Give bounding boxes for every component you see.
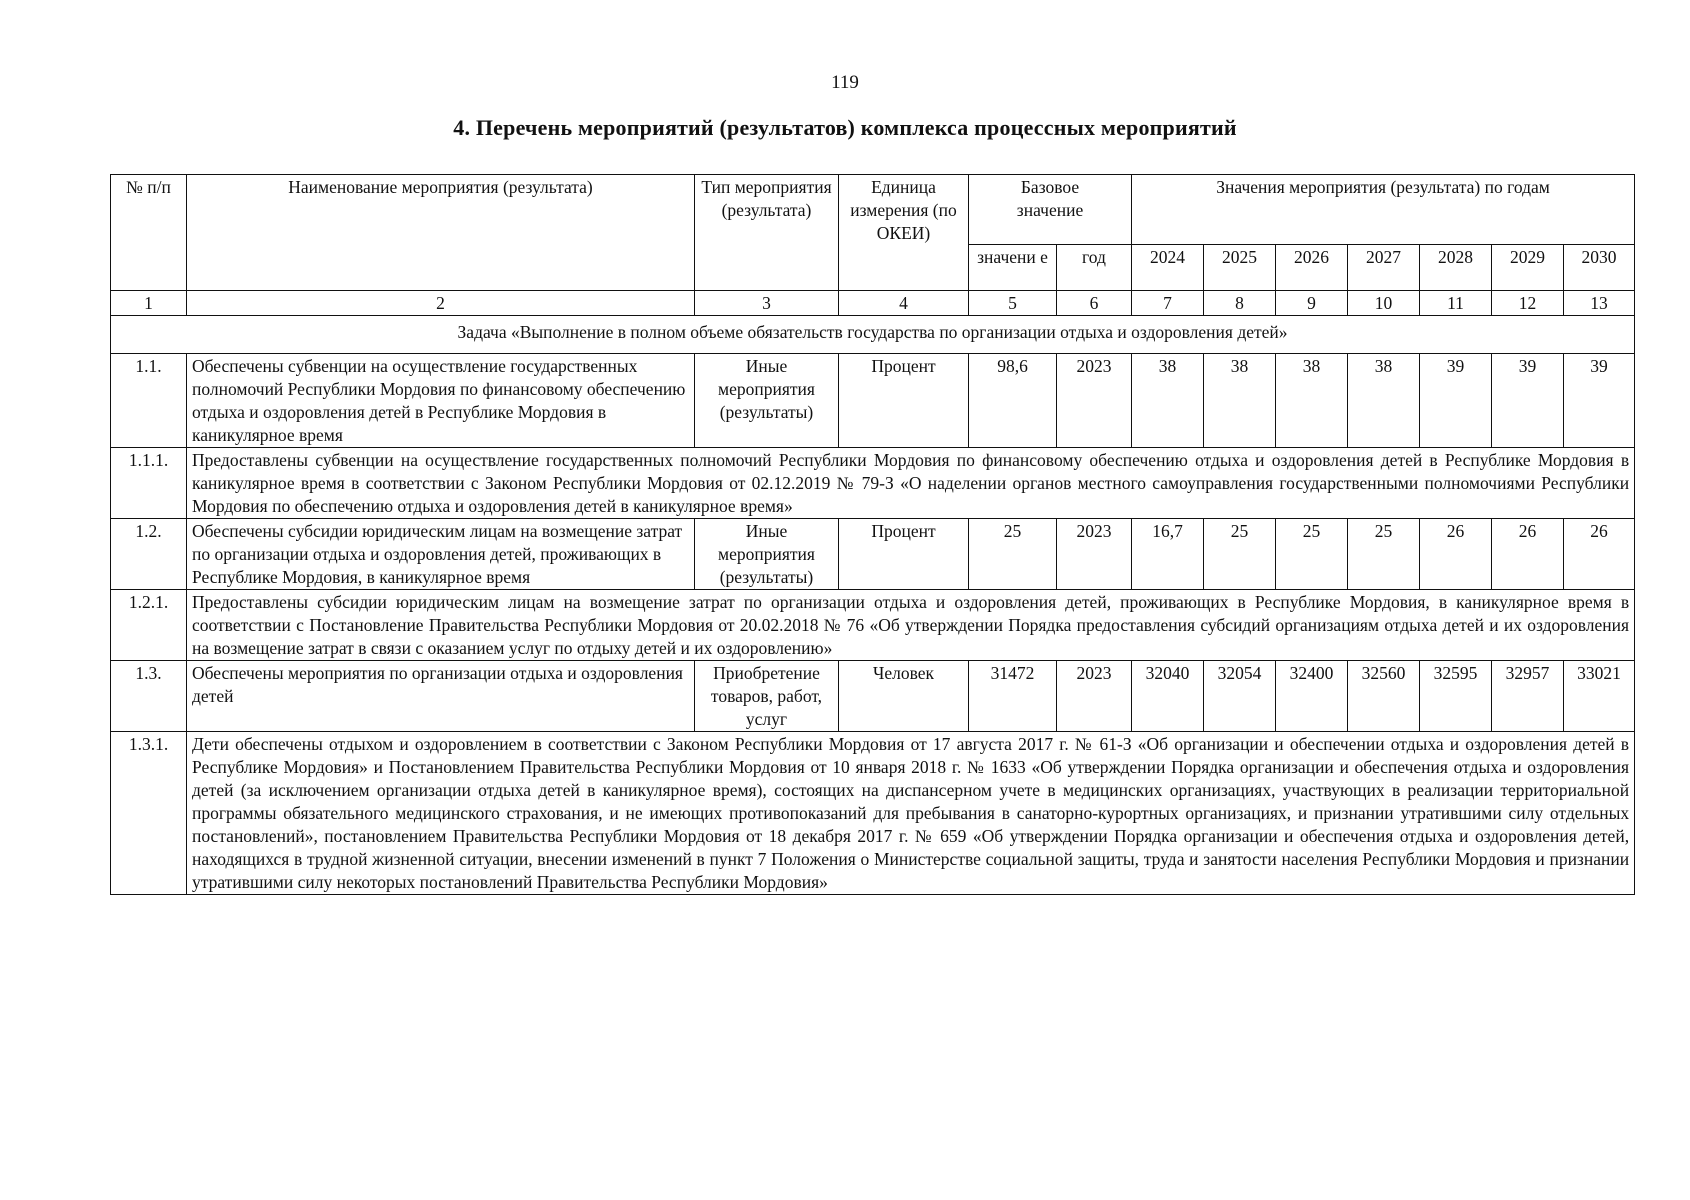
column-number: 13: [1564, 291, 1635, 316]
header-type: Тип мероприятия (результата): [695, 175, 839, 291]
row-type: Иные мероприятия (результаты): [695, 519, 839, 590]
header-unit: Единица измерения (по ОКЕИ): [839, 175, 969, 291]
row-base-value: 98,6: [969, 354, 1057, 448]
row-num: 1.3.1.: [111, 732, 187, 895]
row-value: 26: [1420, 519, 1492, 590]
header-year: 2030: [1564, 245, 1635, 291]
column-number: 1: [111, 291, 187, 316]
row-value: 32400: [1276, 661, 1348, 732]
header-name: Наименование мероприятия (результата): [187, 175, 695, 291]
activities-table: [110, 174, 1635, 895]
row-value: 32595: [1420, 661, 1492, 732]
row-base-value: 31472: [969, 661, 1057, 732]
column-number: 4: [839, 291, 969, 316]
row-base-value: 25: [969, 519, 1057, 590]
row-value: 38: [1132, 354, 1204, 448]
row-num: 1.2.1.: [111, 590, 187, 661]
task-text: Задача «Выполнение в полном объеме обязательств государства по организации отдыха и оздоровления детей»: [111, 316, 1635, 354]
row-value: 25: [1204, 519, 1276, 590]
row-num: 1.1.: [111, 354, 187, 448]
header-year: 2028: [1420, 245, 1492, 291]
header-base: Базовое значение: [969, 175, 1132, 245]
table-row: [111, 448, 1635, 519]
row-value: 26: [1492, 519, 1564, 590]
column-number: 6: [1057, 291, 1132, 316]
row-type: Приобретение товаров, работ, услуг: [695, 661, 839, 732]
row-unit: Процент: [839, 354, 969, 448]
task-row: [111, 316, 1635, 354]
row-unit: Процент: [839, 519, 969, 590]
header-year: 2029: [1492, 245, 1564, 291]
row-base-year: 2023: [1057, 661, 1132, 732]
header-year: 2024: [1132, 245, 1204, 291]
row-value: 32560: [1348, 661, 1420, 732]
row-value: 25: [1276, 519, 1348, 590]
header-values-by-year: Значения мероприятия (результата) по годам: [1132, 175, 1635, 245]
row-type: Иные мероприятия (результаты): [695, 354, 839, 448]
column-number: 10: [1348, 291, 1420, 316]
row-name: Обеспечены субвенции на осуществление государственных полномочий Республики Мордовия по финансовому обеспечению отдыха и оздоровления детей в Республике Мордовия в каникулярное время: [187, 354, 695, 448]
table-row: [111, 732, 1635, 895]
column-number: 5: [969, 291, 1057, 316]
column-number: 8: [1204, 291, 1276, 316]
table-row: [111, 519, 1635, 590]
header-year: 2027: [1348, 245, 1420, 291]
row-num: 1.3.: [111, 661, 187, 732]
header-base-value: значени е: [969, 245, 1057, 291]
column-number: 12: [1492, 291, 1564, 316]
table-row: [111, 661, 1635, 732]
header-year: 2026: [1276, 245, 1348, 291]
row-unit: Человек: [839, 661, 969, 732]
row-description: Предоставлены субвенции на осуществление государственных полномочий Республики Мордовия по финансовому обеспечению отдыха и оздоровления детей в Республике Мордовия в каникулярное время в соответствии с Законом Республики Мордовия от 02.12.2019 № 79-З «О наделении органов местного самоуправления государственными полномочиями Республики Мордовия по обеспечению отдыха и оздоровления детей в каникулярное время»: [187, 448, 1635, 519]
row-value: 32054: [1204, 661, 1276, 732]
row-description: Предоставлены субсидии юридическим лицам на возмещение затрат по организации отдыха и оздоровления детей, проживающих в Республике Мордовия, в каникулярное время в соответствии с Постановление Правительства Республики Мордовия от 20.02.2018 № 76 «Об утверждении Порядка предоставления субсидий организациям отдыха детей и их оздоровления на возмещение затрат в связи с оказанием услуг по отдыху детей и их оздоровлению»: [187, 590, 1635, 661]
row-base-year: 2023: [1057, 519, 1132, 590]
header-base-year: год: [1057, 245, 1132, 291]
row-value: 33021: [1564, 661, 1635, 732]
header-year: 2025: [1204, 245, 1276, 291]
row-value: 38: [1204, 354, 1276, 448]
row-value: 38: [1276, 354, 1348, 448]
row-value: 32957: [1492, 661, 1564, 732]
row-value: 26: [1564, 519, 1635, 590]
row-base-year: 2023: [1057, 354, 1132, 448]
row-num: 1.1.1.: [111, 448, 187, 519]
row-num: 1.2.: [111, 519, 187, 590]
row-value: 32040: [1132, 661, 1204, 732]
header-row: [111, 175, 1635, 245]
table-row: [111, 590, 1635, 661]
table-row: [111, 354, 1635, 448]
row-description: Дети обеспечены отдыхом и оздоровлением в соответствии с Законом Республики Мордовия от 17 августа 2017 г. № 61-З «Об организации и обеспечении отдыха и оздоровления детей в Республике Мордовия» и Постановлением Правительства Республики Мордовия от 10 января 2018 г. № 1633 «Об утверждении Порядка организации и обеспечения отдыха и оздоровления детей (за исключением организации отдыха детей в каникулярное время), состоящих на диспансерном учете в медицинских организациях, участвующих в реализации территориальной программы обязательного медицинского страхования, и не имеющих противопоказаний для пребывания в санаторно-курортных организациях, и признании утратившими силу отдельных постановлений», постановлением Правительства Республики Мордовия от 18 декабря 2017 г. № 659 «Об утверждении Порядка организации и обеспечения отдыха и оздоровления детей, находящихся в трудной жизненной ситуации, внесении изменений в пункт 7 Положения о Министерстве социальной защиты, труда и занятости населения Республики Мордовия и признании утратившими силу некоторых постановлений Правительства Республики Мордовия»: [187, 732, 1635, 895]
row-value: 25: [1348, 519, 1420, 590]
row-value: 39: [1492, 354, 1564, 448]
row-value: 39: [1420, 354, 1492, 448]
page-number: 119: [831, 72, 859, 93]
column-numbers-row: [111, 291, 1635, 316]
row-value: 39: [1564, 354, 1635, 448]
column-number: 7: [1132, 291, 1204, 316]
column-number: 11: [1420, 291, 1492, 316]
row-name: Обеспечены мероприятия по организации отдыха и оздоровления детей: [187, 661, 695, 732]
page-title: 4. Перечень мероприятий (результатов) комплекса процессных мероприятий: [453, 115, 1237, 140]
row-name: Обеспечены субсидии юридическим лицам на возмещение затрат по организации отдыха и оздоровления детей, проживающих в Республике Мордовия, в каникулярное время: [187, 519, 695, 590]
column-number: 3: [695, 291, 839, 316]
header-num: № п/п: [111, 175, 187, 291]
row-value: 38: [1348, 354, 1420, 448]
row-value: 16,7: [1132, 519, 1204, 590]
column-number: 2: [187, 291, 695, 316]
column-number: 9: [1276, 291, 1348, 316]
